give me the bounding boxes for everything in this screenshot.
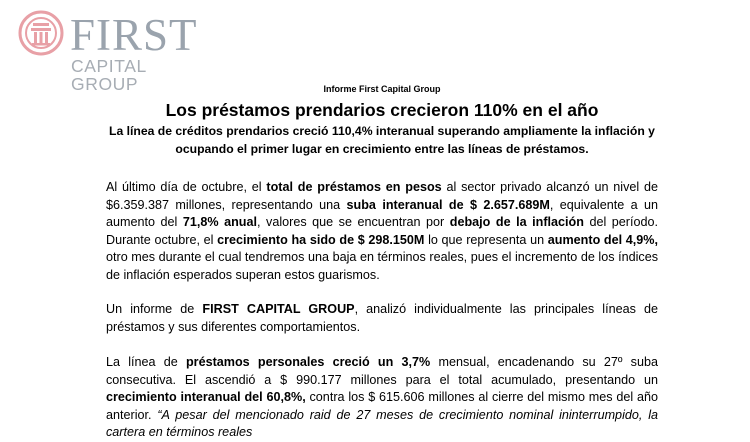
paragraph-3: La línea de préstamos personales creció un 3,7% mensual, encadenando su 27º suba consecutiva. El ascendió a $ 990.177 millones para el total acumulado, presentando un crecimiento interanual del 60,8%, contra los $ 615.606 millones al cierre del mismo mes del año anterior. “A pesar del mencionado raid de 27 meses de crecimiento nominal ininterrumpido, la cartera en términos reales — [106, 355, 658, 439]
article-body — [106, 179, 658, 442]
document-page — [106, 80, 658, 442]
brand-emblem-icon — [18, 10, 64, 56]
subheadline: La línea de créditos prendarios creció 110,4% interanual superando ampliamente la inflación y ocupando el primer lugar en crecimiento entre las líneas de préstamos. — [109, 124, 655, 156]
paragraph-2: Un informe de FIRST CAPITAL GROUP, analizó individualmente las principales líneas de préstamos y sus diferentes comportamientos. — [106, 302, 659, 334]
paragraph-1: Al último día de octubre, el total de préstamos en pesos al sector privado alcanzó un nivel de $6.359.387 millones, representando una suba interanual de $ 2.657.689M, equivalente a un aumento del 71,8% anual, valores que se encuentran por debajo de la inflación del período. Durante octubre, el crecimiento ha sido de $ 298.150M lo que representa un aumento del 4,9%, otro mes durante el cual tendremos una baja en términos reales, pues el incremento de los índices de inflación esperados superan estos guarismos. — [106, 180, 658, 282]
report-kicker: Informe First Capital Group — [323, 84, 441, 94]
brand-tagline: CAPITAL GROUP — [71, 56, 147, 94]
brand-logo — [18, 10, 218, 94]
headline: Los préstamos prendarios crecieron 110% en el año — [165, 100, 599, 120]
brand-name: FIRST — [70, 10, 198, 60]
